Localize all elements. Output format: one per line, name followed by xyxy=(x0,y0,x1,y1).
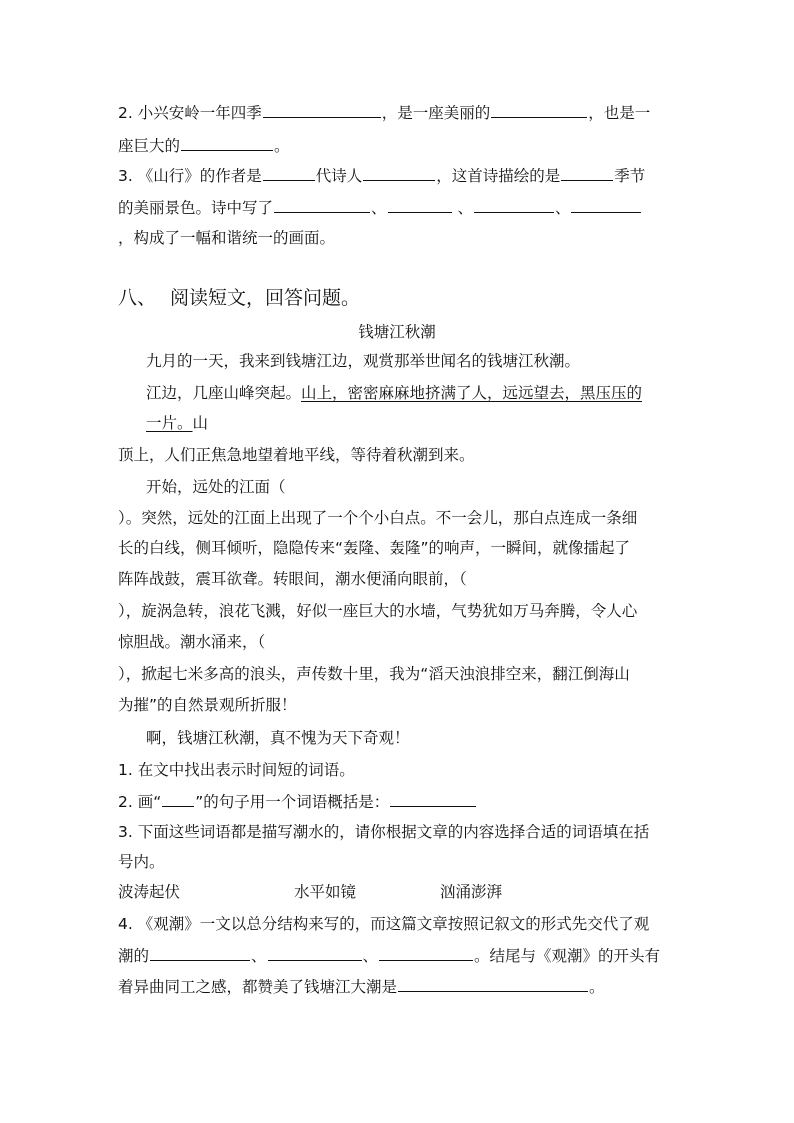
answer-blank[interactable] xyxy=(263,102,381,118)
underlined-sentence: 山上，密密麻麻地挤满了人，远远望去，黑压压的 xyxy=(301,384,643,402)
answer-blank[interactable] xyxy=(474,197,554,213)
question-2-line-1: 2. 小兴安岭一年四季 ，是一座美丽的 ，也是一 xyxy=(118,104,651,122)
passage-paragraph-2-line-2: 一片。山 xyxy=(146,414,209,432)
question-3-line-1: 3. 《山行》的作者是 代诗人 ，这首诗描绘的是 季节 xyxy=(118,167,646,185)
answer-blank[interactable] xyxy=(274,197,370,213)
reading-question-3-line-1: 3. 下面这些词语都是描写潮水的，请你根据文章的内容选择合适的词语填在括 xyxy=(118,823,650,841)
underline-sample xyxy=(162,791,194,807)
passage-paragraph-4: 啊，钱塘江秋潮，真不愧为天下奇观！ xyxy=(146,729,410,747)
answer-blank[interactable] xyxy=(181,135,273,151)
answer-blank[interactable] xyxy=(150,945,250,961)
reading-question-1: 1. 在文中找出表示时间短的词语。 xyxy=(118,761,355,779)
answer-blank[interactable] xyxy=(571,197,641,213)
answer-blank[interactable] xyxy=(390,791,476,807)
reading-question-4-line-2: 潮的 、 、 。结尾与《观潮》的开头有 xyxy=(118,947,661,965)
passage-paragraph-3-line-2: ）。突然，远处的江面上出现了一个个小白点。不一会儿，那白点连成一条细 xyxy=(118,509,638,527)
reading-question-4-line-1: 4. 《观潮》一文以总分结构来写的，而这篇文章按照记叙文的形式先交代了观 xyxy=(118,915,650,933)
passage-paragraph-1: 九月的一天，我来到钱塘江边，观赏那举世闻名的钱塘江秋潮。 xyxy=(146,352,581,370)
answer-blank[interactable] xyxy=(398,976,588,992)
passage-paragraph-3-line-6: 惊胆战。潮水涌来，（ xyxy=(118,633,266,651)
passage-paragraph-3-line-1: 开始，远处的江面（ xyxy=(146,478,286,496)
passage-title: 钱塘江秋潮 xyxy=(358,323,436,341)
passage-paragraph-3-line-7: ），掀起七米多高的浪头，声传数十里，我为“滔天浊浪排空来，翻江倒海山 xyxy=(118,665,630,683)
question-2-line-2: 座巨大的 。 xyxy=(118,137,290,155)
passage-paragraph-3-line-8: 为摧”的自然景观所折服！ xyxy=(118,696,297,714)
answer-blank[interactable] xyxy=(491,102,587,118)
answer-blank[interactable] xyxy=(263,165,315,181)
answer-blank[interactable] xyxy=(388,197,452,213)
passage-paragraph-3-line-3: 长的白线，侧耳倾听，隐隐传来“轰隆、轰隆”的响声，一瞬间，就像擂起了 xyxy=(118,539,631,557)
passage-paragraph-2-line-3: 顶上，人们正焦急地望着地平线，等待着秋潮到来。 xyxy=(118,446,475,464)
reading-question-2: 2. 画“ ”的句子用一个词语概括是： xyxy=(118,791,477,812)
section-8-heading: 八、 阅读短文，回答问题。 xyxy=(118,287,361,309)
word-option: 波涛起伏 xyxy=(118,883,181,901)
passage-paragraph-3-line-5: ），旋涡急转，浪花飞溅，好似一座巨大的水墙，气势犹如万马奔腾，令人心 xyxy=(118,602,638,620)
passage-paragraph-3-line-4: 阵阵战鼓，震耳欲聋。转眼间，潮水便涌向眼前，（ xyxy=(118,570,467,588)
word-option: 汹涌澎湃 xyxy=(440,883,503,901)
underlined-sentence-end: 一片。 xyxy=(146,414,193,432)
passage-paragraph-2-line-1: 江边，几座山峰突起。山上，密密麻麻地挤满了人，远远望去，黑压压的 xyxy=(146,384,643,402)
question-3-line-3: ，构成了一幅和谐统一的画面。 xyxy=(118,229,336,247)
answer-blank[interactable] xyxy=(379,945,473,961)
answer-blank[interactable] xyxy=(363,165,435,181)
reading-question-3-line-2: 号内。 xyxy=(118,853,165,871)
reading-question-4-line-3: 着异曲同工之感，都赞美了钱塘江大潮是 。 xyxy=(118,978,605,996)
word-option: 水平如镜 xyxy=(294,883,357,901)
answer-blank[interactable] xyxy=(268,945,362,961)
question-3-line-2: 的美丽景色。诗中写了 、 、 、 xyxy=(118,197,642,218)
answer-blank[interactable] xyxy=(561,165,613,181)
